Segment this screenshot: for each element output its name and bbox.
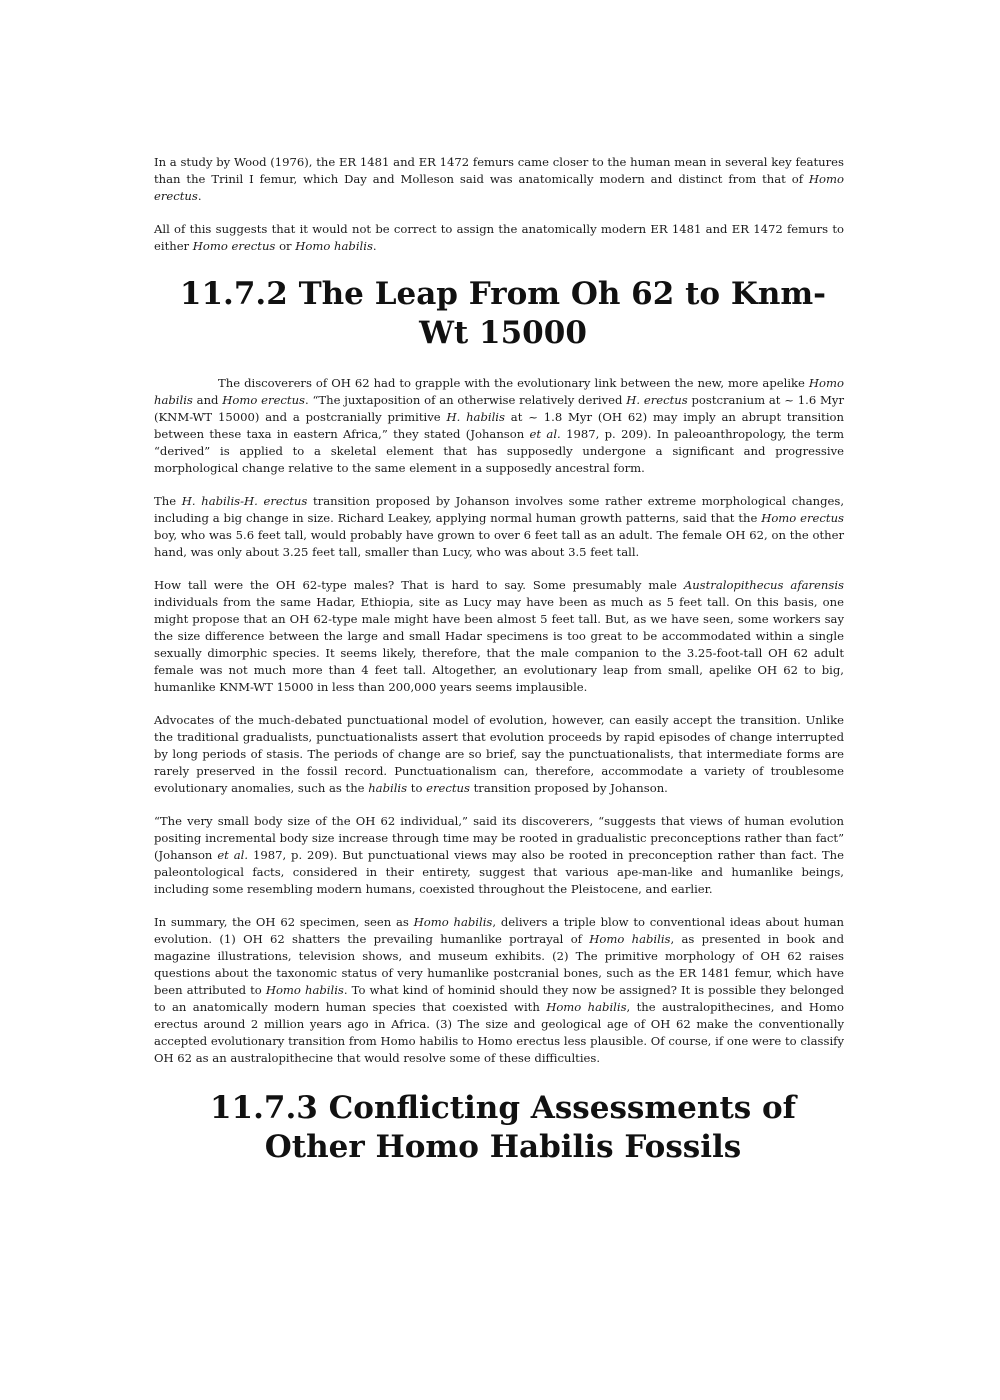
italic-text: Homo erectus bbox=[154, 172, 844, 203]
text-run: . “The juxtaposition of an otherwise relatively derived bbox=[305, 393, 627, 407]
paragraph bbox=[154, 577, 844, 696]
text-run: In summary, the OH 62 specimen, seen as bbox=[154, 915, 414, 929]
text-run: 1987, p. 209). In paleoanthropology, the term “derived” is applied to a skeletal element that has supposedly undergone a significant and progressive morphological change relative to the same element in a supposedly ancestral form. bbox=[154, 427, 845, 475]
text-run: at ~ 1.8 Myr (OH 62) may imply an abrupt transition between these taxa in eastern Africa,” they stated (Johanson bbox=[154, 410, 844, 441]
italic-text: et al. bbox=[217, 848, 249, 862]
text-run: In a study by Wood (1976), the ER 1481 and ER 1472 femurs came closer to the human mean in several key features than the Trinil I femur, which Day and Molleson said was anatomically modern and distinct from that of bbox=[154, 155, 844, 186]
text-run: . bbox=[372, 239, 377, 253]
text-run: individuals from the same Hadar, Ethiopia, site as Lucy may have been as much as 5 feet tall. On this basis, one might propose that an OH 62-type male might have been almost 5 feet tall. But, as we have seen, some workers say the size difference between the large and small Hadar specimens is too great to be accommodated within a single sexually dimorphic species. It seems likely, therefore, that the male companion to the 3.25-foot-tall OH 62 adult female was not much more than 4 feet tall. Altogether, an evolutionary leap from small, apelike OH 62 to big, humanlike KNM-WT 15000 in less than 200,000 years seems implausible. bbox=[154, 595, 844, 694]
paragraph bbox=[154, 813, 844, 898]
italic-text: Australopithecus afarensis bbox=[683, 578, 844, 592]
italic-text: Homo habilis bbox=[265, 983, 344, 997]
text-run: 1987, p. 209). But punctuational views may also be rooted in preconception rather than fact. The paleontological facts, considered in their entirety, suggest that various ape-man-like and humanlike beings, including some resembling modern humans, coexisted throughout the Pleistocene, and earlier. bbox=[154, 848, 844, 896]
text-run: , the australopithecines, and Homo erectus around 2 million years ago in Africa. (3) The size and geological age of OH 62 make the conventionally accepted evolutionary transition from Homo habilis to Homo erectus less plausible. Of course, if one were to classify OH 62 as an australopithecine that would resolve some of these difficulties. bbox=[154, 1000, 845, 1065]
italic-text: habilis bbox=[368, 781, 408, 795]
text-run: . bbox=[197, 189, 202, 203]
italic-text: Homo habilis bbox=[413, 915, 493, 929]
text-run: “The very small body size of the OH 62 individual,” said its discoverers, “suggests that views of human evolution positing incremental body size increase through time may be rooted in gradualistic preconceptions rather than fact” (Johanson bbox=[154, 814, 844, 862]
section-heading-11-7-3: 11.7.3 Conflicting Assessments of Other Homo Habilis Fossils bbox=[209, 1090, 797, 1165]
text-run: to bbox=[407, 781, 427, 795]
text-run: . To what kind of hominid should they now be assigned? It is possible they belonged to an anatomically modern human species that coexisted with bbox=[154, 983, 844, 1014]
text-run: The bbox=[154, 494, 182, 508]
paragraph bbox=[154, 712, 844, 797]
document-page bbox=[154, 154, 844, 1167]
text-run: How tall were the OH 62-type males? That is hard to say. Some presumably male bbox=[154, 578, 684, 592]
italic-text: H. erectus bbox=[626, 393, 688, 407]
text-run: , delivers a triple blow to conventional ideas about human evolution. (1) OH 62 shatters the prevailing humanlike portrayal of bbox=[154, 915, 844, 946]
text-run: , as presented in book and magazine illustrations, television shows, and museum exhibits. (2) The primitive morphology of OH 62 raises questions about the taxonomic status of very humanlike postcranial bones, such as the ER 1481 femur, which have been attributed to bbox=[154, 932, 844, 997]
text-run: and bbox=[192, 393, 223, 407]
italic-text: H. habilis-H. erectus bbox=[181, 494, 308, 508]
paragraph bbox=[154, 493, 844, 561]
text-run: The discoverers of OH 62 had to grapple with the evolutionary link between the new, more apelike bbox=[218, 376, 809, 390]
italic-text: Homo erectus bbox=[192, 239, 276, 253]
text-run: All of this suggests that it would not be correct to assign the anatomically modern ER 1481 and ER 1472 femurs to either bbox=[154, 222, 844, 253]
italic-text: Homo habilis bbox=[546, 1000, 627, 1014]
section-body-paragraphs bbox=[154, 375, 844, 1067]
paragraph bbox=[154, 221, 844, 255]
italic-text: et al. bbox=[529, 427, 561, 441]
paragraph bbox=[154, 154, 844, 205]
italic-text: Homo erectus bbox=[222, 393, 306, 407]
text-run: Advocates of the much-debated punctuational model of evolution, however, can easily accept the transition. Unlike the traditional gradualists, punctuationalists assert that evolution proceeds by rapid episodes of change interrupted by long periods of stasis. The periods of change are so brief, say the punctuationalists, that intermediate forms are rarely preserved in the fossil record. Punctuationalism can, therefore, accommodate a variety of troublesome evolutionary anomalies, such as the bbox=[154, 713, 844, 795]
italic-text: H. habilis bbox=[446, 410, 505, 424]
intro-paragraphs bbox=[154, 154, 844, 255]
italic-text: erectus bbox=[426, 781, 470, 795]
text-run: transition proposed by Johanson. bbox=[469, 781, 668, 795]
section-heading-11-7-2: 11.7.2 The Leap From Oh 62 to Knm-Wt 15000 bbox=[179, 276, 827, 351]
text-run: boy, who was 5.6 feet tall, would probably have grown to over 6 feet tall as an adult. The female OH 62, on the other hand, was only about 3.25 feet tall, smaller than Lucy, who was about 3.5 feet tall. bbox=[154, 528, 844, 559]
italic-text: Homo habilis bbox=[295, 239, 373, 253]
paragraph bbox=[154, 914, 844, 1067]
paragraph bbox=[154, 375, 844, 477]
text-run: transition proposed by Johanson involves some rather extreme morphological changes, including a big change in size. Richard Leakey, applying normal human growth patterns, said that the bbox=[154, 494, 844, 525]
italic-text: Homo erectus bbox=[761, 511, 844, 525]
italic-text: Homo habilis bbox=[154, 376, 844, 407]
italic-text: Homo habilis bbox=[589, 932, 671, 946]
text-run: or bbox=[275, 239, 296, 253]
text-run: postcranium at ~ 1.6 Myr (KNM-WT 15000) and a postcranially primitive bbox=[154, 393, 844, 424]
